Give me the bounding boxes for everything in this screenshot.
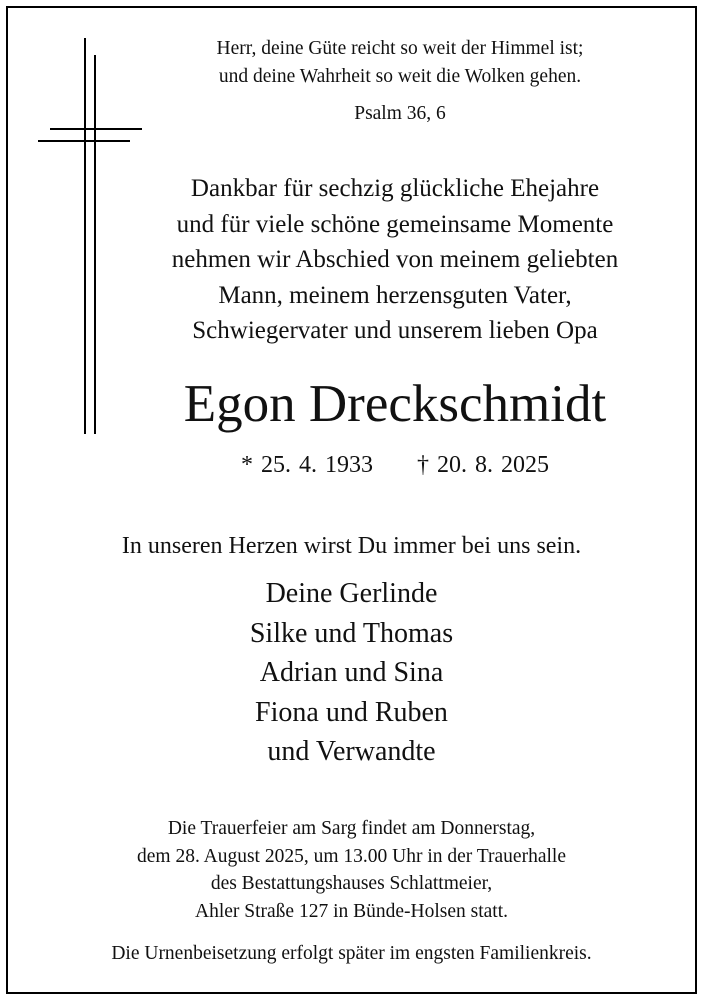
- ceremony-line: dem 28. August 2025, um 13.00 Uhr in der Trauerhalle: [137, 845, 566, 867]
- life-dates: [110, 449, 680, 481]
- mourner-name: Fiona und Ruben: [255, 696, 448, 728]
- intro-line: nehmen wir Abschied von meinem geliebten: [171, 246, 619, 273]
- death-date: † 20. 8. 2025: [417, 452, 549, 478]
- mourner-name: Silke und Thomas: [249, 617, 454, 649]
- motto: In unseren Herzen wirst Du immer bei uns sein.: [121, 533, 582, 559]
- ceremony-info: [50, 815, 653, 925]
- mourners-list: [100, 574, 603, 772]
- mourner-name: Adrian und Sina: [259, 657, 444, 688]
- urn-burial-note: Die Urnenbeisetzung erfolgt später im engsten Familienkreis.: [111, 943, 592, 964]
- birth-date: * 25. 4. 1933: [241, 452, 373, 478]
- intro-line: Mann, meinem herzensguten Vater,: [218, 281, 572, 309]
- ceremony-line: des Bestattungshauses Schlattmeier,: [210, 873, 493, 894]
- intro-line: Schwiegervater und unserem lieben Opa: [192, 317, 598, 344]
- verse-line: Herr, deine Güte reicht so weit der Himmel ist;: [216, 38, 584, 59]
- bible-verse: [150, 35, 650, 91]
- intro-line: Dankbar für sechzig glückliche Ehejahre: [190, 175, 600, 202]
- mourner-name: Deine Gerlinde: [265, 578, 438, 609]
- mourner-name: und Verwandte: [267, 736, 436, 767]
- ceremony-line: Die Trauerfeier am Sarg findet am Donnerstag,: [167, 818, 536, 839]
- verse-line: und deine Wahrheit so weit die Wolken gehen.: [218, 66, 582, 87]
- intro-text: [110, 171, 680, 349]
- deceased-name: Egon Dreckschmidt: [183, 375, 607, 433]
- verse-reference: Psalm 36, 6: [354, 103, 446, 124]
- ceremony-line: Ahler Straße 127 in Bünde-Holsen statt.: [194, 900, 509, 922]
- intro-line: und für viele schöne gemeinsame Momente: [176, 210, 614, 238]
